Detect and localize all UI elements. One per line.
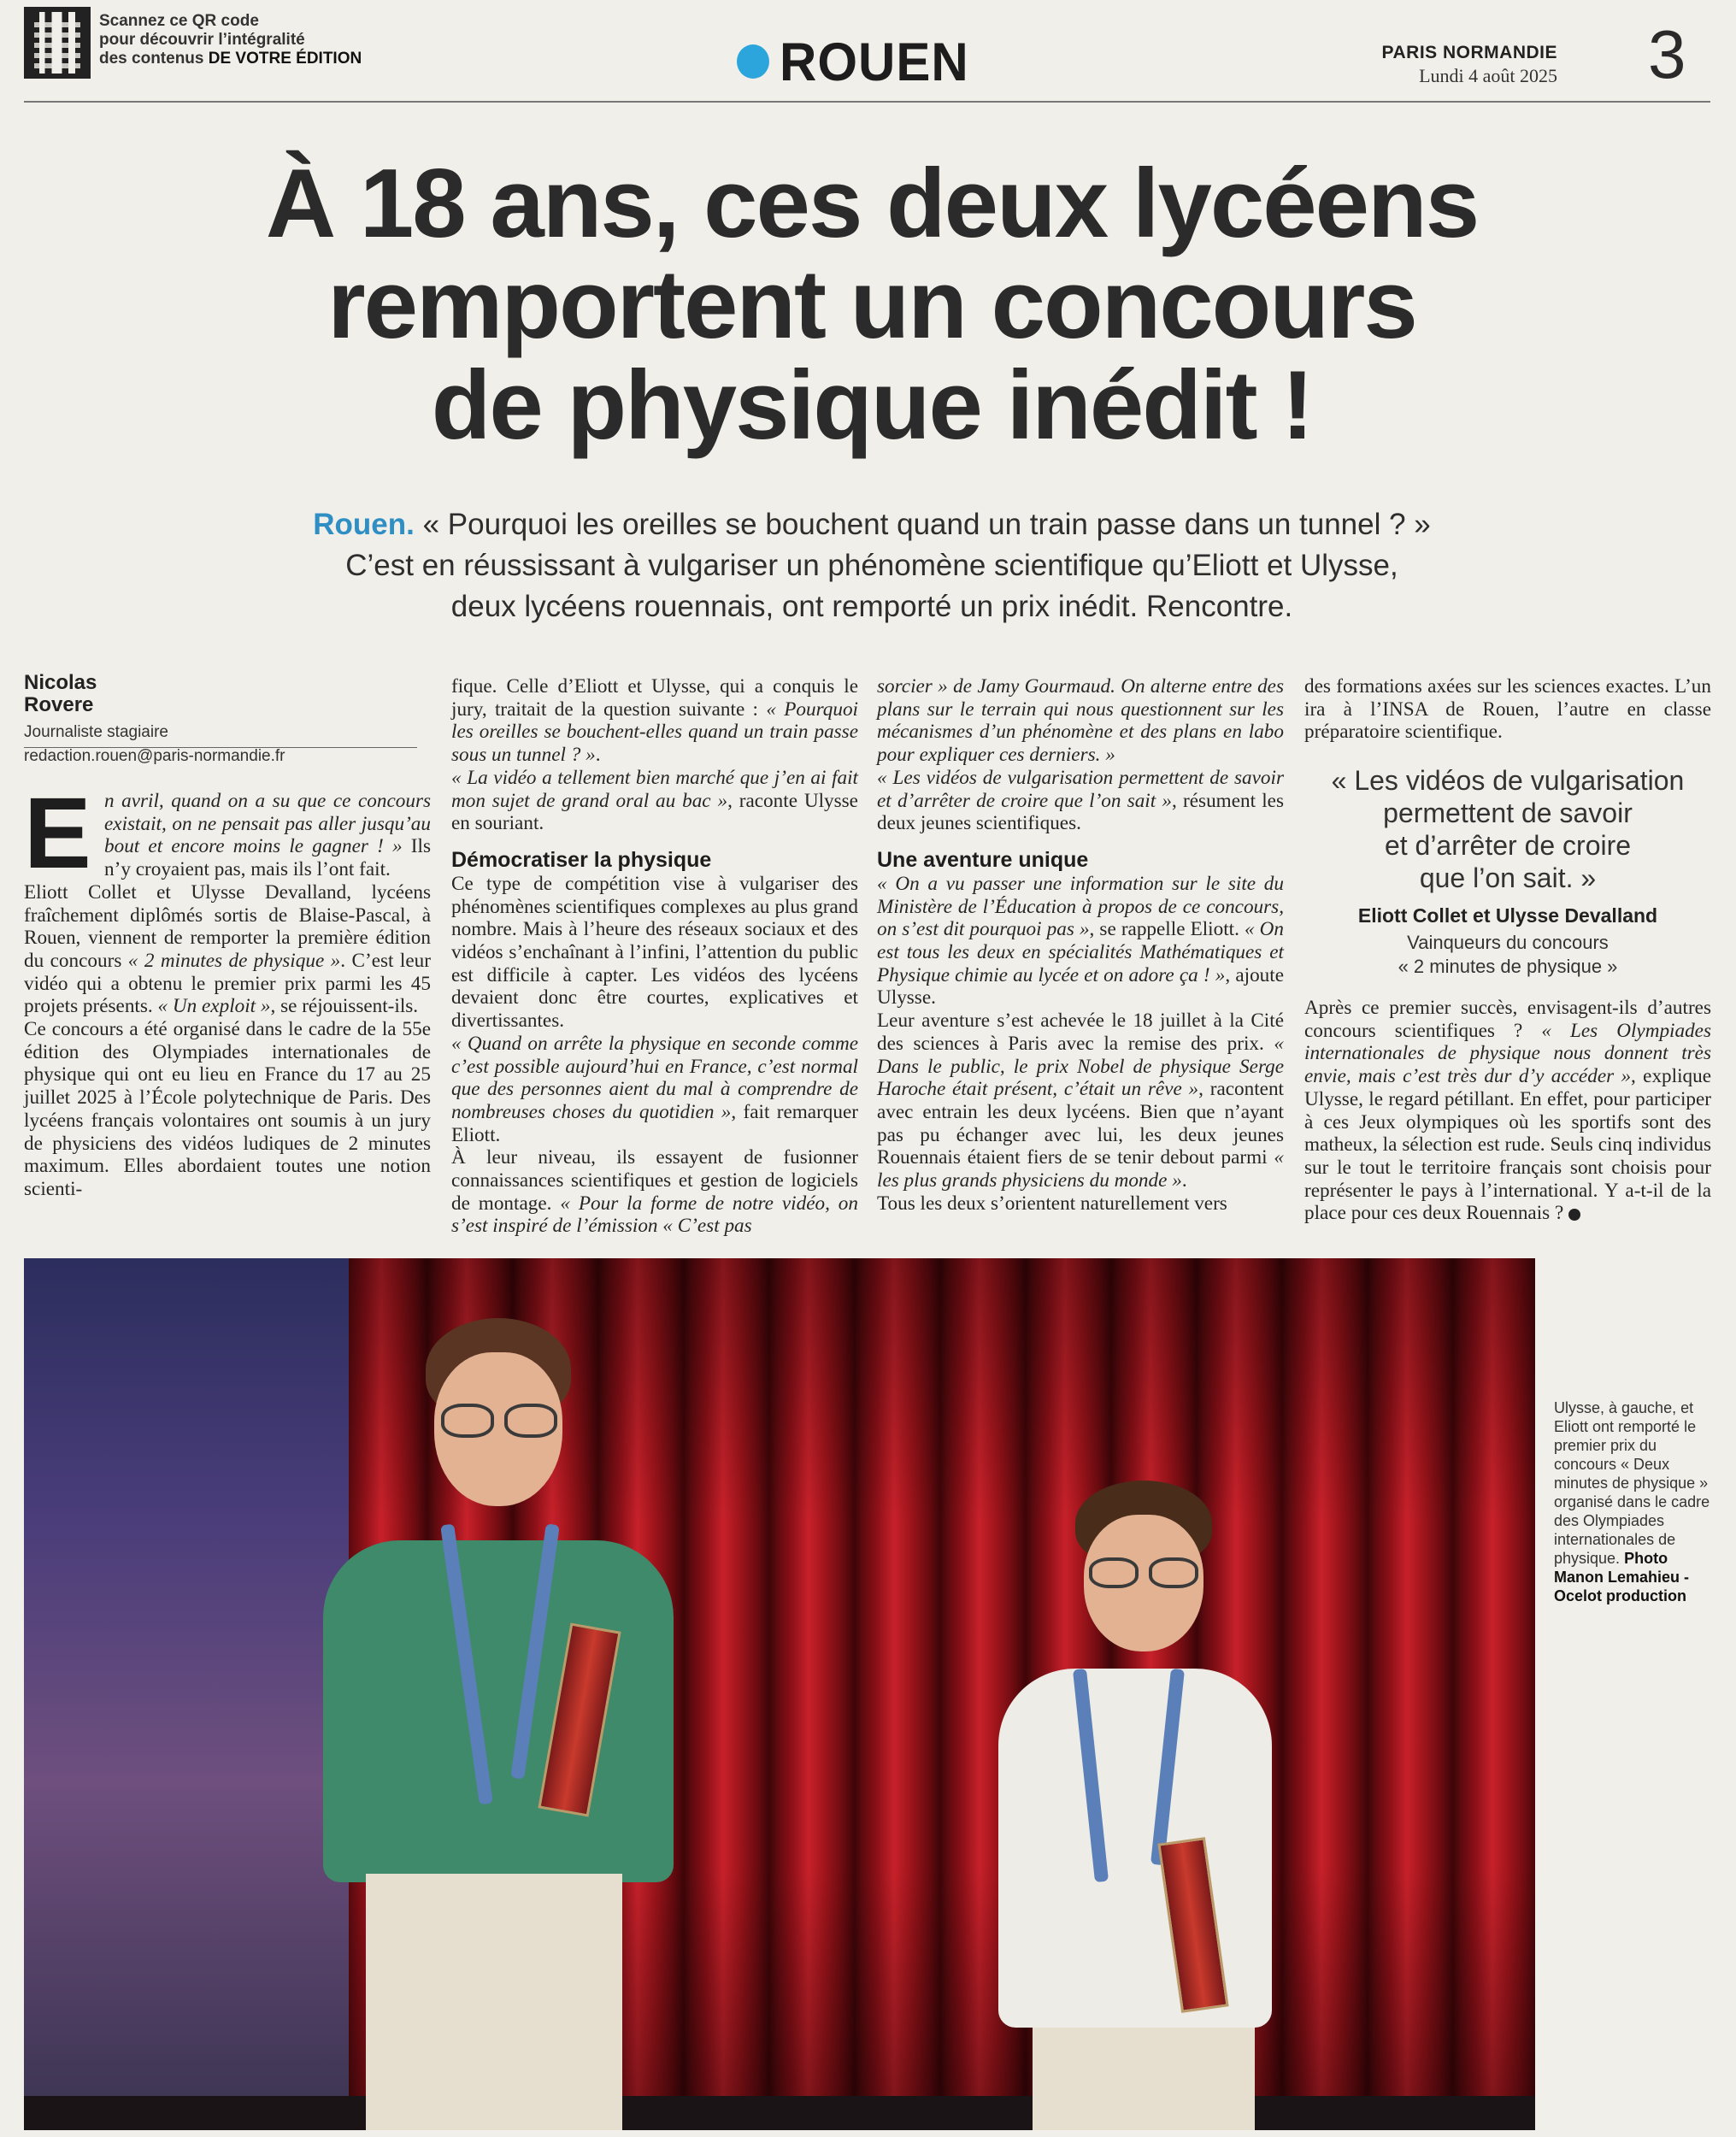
pull-quote-text: « Les vidéos de vulgarisation permettent de savoir et d’arrêter de croire que l’on sait. »	[1331, 765, 1685, 893]
section-dot-icon	[737, 44, 769, 79]
paragraph: En avril, quand on a su que ce concours existait, on ne pensait pas aller jusqu’au bout et encore moins le gagner ! » Ils n’y croyaient pas, mais ils l’ont fait.	[24, 777, 431, 890]
article-column-4	[1304, 675, 1711, 744]
drop-cap: E	[24, 777, 91, 890]
paragraph: fique. Celle d’Eliott et Ulysse, qui a conquis le jury, traitait de la question suivante : « Pourquoi les oreilles se bouchent-elles quand un train passe sous un tunnel ? ».	[451, 675, 858, 767]
qr-promo-text	[99, 12, 373, 68]
paragraph: « La vidéo a tellement bien marché que j’en ai fait mon sujet de grand oral au bac », raconte Ulysse en souriant.	[451, 766, 858, 835]
article-column-2	[451, 675, 858, 1238]
headline-line-3: de physique inédit !	[431, 351, 1313, 460]
header-rule	[24, 101, 1710, 103]
pull-quote-role: Vainqueurs du concours « 2 minutes de physique »	[1398, 932, 1618, 977]
paragraph: Ce concours a été organisé dans le cadre de la 55e édition des Olympiades internationales de physique qui ont eu lieu en France du 17 au 25 juillet 2025 à l’École polytechnique de Paris. Des lycéens français volontaires ont soumis à un jury de physiciens des vidéos ludiques de 2 minutes maximum. Elles abordaient toutes une notion scienti-	[24, 1018, 431, 1200]
photo-person-eliott	[981, 1481, 1306, 2130]
article-photo[interactable]	[24, 1258, 1535, 2130]
paragraph: Eliott Collet et Ulysse Devalland, lycéens fraîchement diplômés sortis de Blaise-Pascal, à Rouen, viennent de remporter la première édition du concours « 2 minutes de physique ». C’est leur vidéo qui a obtenu le premier prix parmi les 45 projets présents. « Un exploit », se réjouissent-ils.	[24, 880, 431, 1018]
section-label: ROUEN	[780, 31, 969, 92]
lead-line-1: Rouen. « Pourquoi les oreilles se bouchent quand un train passe dans un tunnel ? »	[313, 508, 1431, 541]
article-headline	[120, 150, 1624, 460]
qr-code-icon[interactable]	[24, 7, 91, 79]
qr-line-3: des contenus DE VOTRE ÉDITION	[99, 50, 362, 68]
paragraph: des formations axées sur les sciences exactes. L’un ira à l’INSA de Rouen, l’autre en classe préparatoire scientifique.	[1304, 675, 1711, 744]
photo-caption	[1554, 1398, 1716, 1605]
page-number: 3	[1648, 16, 1686, 92]
section-title	[737, 31, 969, 92]
article-column-1	[24, 777, 431, 1201]
photo-background-wall	[24, 1258, 349, 2130]
paragraph: « Quand on arrête la physique en seconde comme c’est possible aujourd’hui en France, c’est normal que des personnes aient du mal à comprendre de nombreuses choses du quotidien », fait remarquer Eliott.	[451, 1032, 858, 1146]
photo-credit: Photo Manon Lemahieu - Ocelot production	[1554, 1550, 1690, 1604]
caption-text: Ulysse, à gauche, et Eliott ont remporté le premier prix du concours « Deux minutes de physique » organisé dans le cadre des Olympiades internationales de physique.	[1554, 1399, 1710, 1567]
pull-quote-author: Eliott Collet et Ulysse Devalland	[1357, 904, 1658, 927]
lead-line-3: deux lycéens rouennais, ont remporté un prix inédit. Rencontre.	[450, 590, 1293, 623]
paragraph: « On a vu passer une information sur le site du Ministère de l’Éducation à propos de ce concours, on s’est dit pourquoi pas », se rappelle Eliott. « On est tous les deux en spécialités Mathématiques et Physique chimie au lycée et on adore ça ! », ajoute Ulysse.	[877, 872, 1285, 1010]
paragraph: Ce type de compétition vise à vulgariser des phénomènes scientifiques complexes au plus grand nombre. Mais à l’heure des réseaux sociaux et des vidéos s’enchaînant à l’infini, l’attention du public est difficile à capter. Les vidéos des lycéens devaient donc être courtes, explicatives et divertissantes.	[451, 872, 858, 1033]
author-email[interactable]: redaction.rouen@paris-normandie.fr	[24, 747, 285, 765]
end-of-article-icon	[1568, 1209, 1580, 1221]
paragraph: Leur aventure s’est achevée le 18 juillet à la Cité des sciences à Paris avec la remise des prix. « Dans le public, le prix Nobel de physique Serge Haroche était présent, c’était un rêve », racontent avec entrain les deux lycéens. Bien que n’ayant pas pu échanger avec lui, les deux jeunes Rouennais étaient fiers de se tenir debout parmi « les plus grands physiciens du monde ».	[877, 1010, 1284, 1192]
pull-quote	[1304, 764, 1711, 979]
newspaper-name: PARIS NORMANDIE	[1381, 43, 1557, 62]
article-lead	[94, 504, 1650, 627]
paragraph: « Les vidéos de vulgarisation permettent de savoir et d’arrêter de croire que l’on sait », résument les deux jeunes scientifiques.	[877, 766, 1284, 835]
photo-stage	[24, 2096, 1535, 2130]
headline-line-1: À 18 ans, ces deux lycéens	[265, 150, 1479, 258]
issue-date: Lundi 4 août 2025	[1419, 65, 1557, 86]
qr-line-2: pour découvrir l’intégralité	[99, 31, 305, 49]
article-column-4-continued	[1304, 997, 1711, 1225]
article-column-3	[877, 675, 1284, 1215]
lead-line-2: C’est en réussissant à vulgariser un phénomène scientifique qu’Eliott et Ulysse,	[345, 549, 1398, 582]
paragraph: À leur niveau, ils essayent de fusionner connaissances scientifiques et gestion de logiciels de montage. « Pour la forme de notre vidéo, on s’est inspiré de l’émission « C’est pas	[451, 1146, 858, 1238]
subheading: Démocratiser la physique	[451, 847, 712, 872]
author-role: Journaliste stagiaire	[24, 723, 417, 748]
paragraph: sorcier » de Jamy Gourmaud. On alterne entre des plans sur le terrain qui nous questionnent sur les mécanismes d’un phénomène et des plans en labo pour expliquer ces derniers. »	[877, 675, 1284, 767]
subheading: Une aventure unique	[877, 847, 1089, 872]
qr-line-1: Scannez ce QR code	[99, 12, 259, 30]
photo-person-ulysse	[306, 1284, 682, 2130]
paragraph: Après ce premier succès, envisagent-ils d’autres concours scientifiques ? « Les Olympiades internationales de physique nous donnent très envie, mais c’est très dur d’y accéder », explique Ulysse, le regard pétillant. En effet, pour participer à ces Jeux olympiques où les sportifs sont des matheux, la sélection est rude. Seuls cinq individus sur le tout le territoire français sont choisis pour représenter le pays à l’international. Y a-t-il de la place pour ces deux Rouennais ?	[1304, 997, 1711, 1225]
paragraph: Tous les deux s’orientent naturellement vers	[877, 1192, 1227, 1215]
headline-line-2: remportent un concours	[327, 250, 1416, 359]
author-name: Nicolas Rovere	[24, 671, 97, 716]
lead-kicker: Rouen.	[313, 508, 415, 541]
